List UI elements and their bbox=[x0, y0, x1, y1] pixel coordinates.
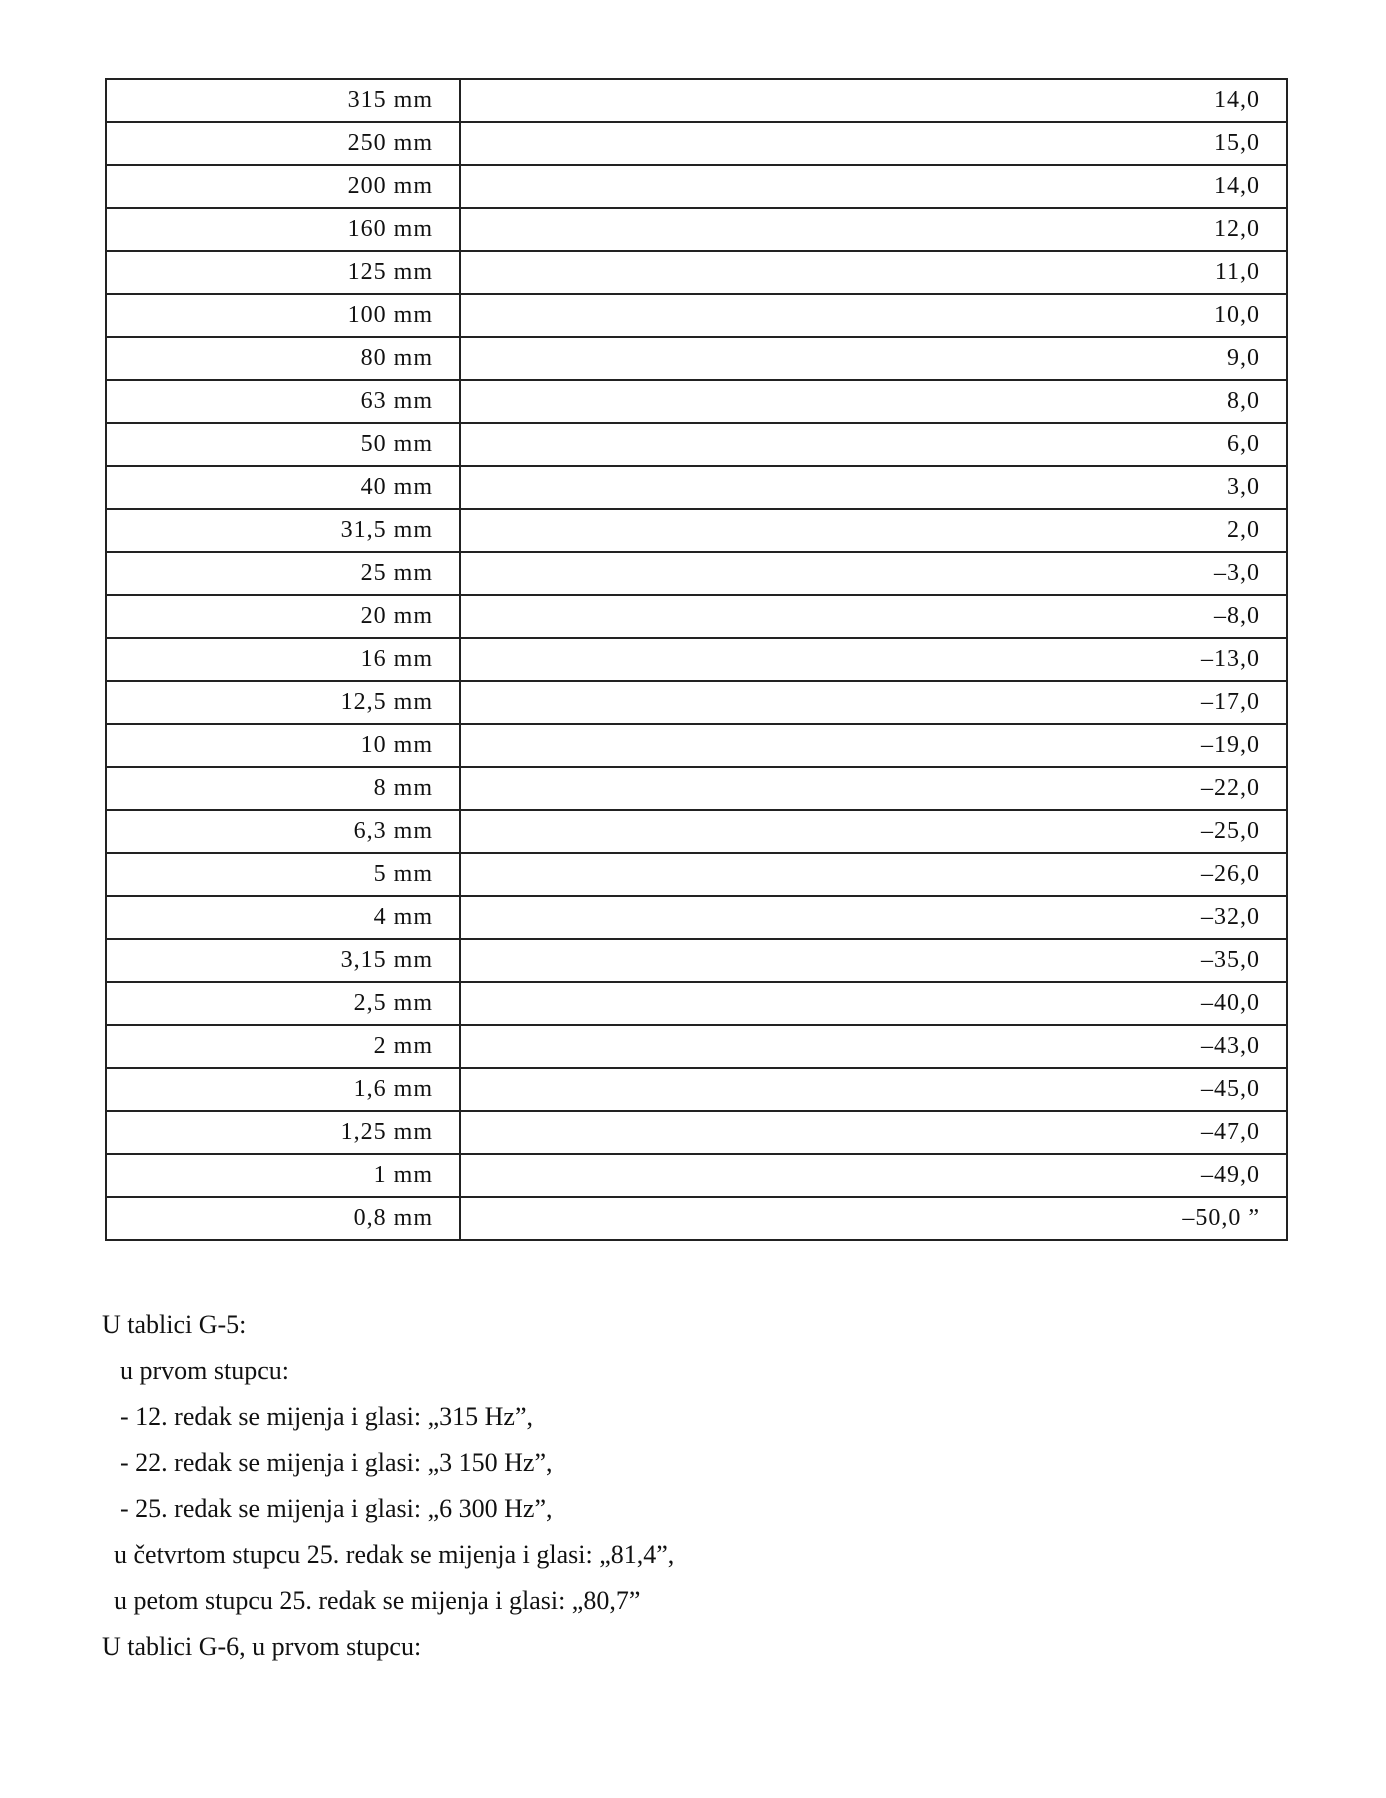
value-cell: –13,0 bbox=[460, 638, 1287, 681]
text-line: - 12. redak se mijenja i glasi: „315 Hz”, bbox=[120, 1402, 533, 1431]
value-cell: 11,0 bbox=[460, 251, 1287, 294]
table-row bbox=[106, 294, 1287, 337]
value-cell: –32,0 bbox=[460, 896, 1287, 939]
value-cell: 8,0 bbox=[460, 380, 1287, 423]
value-cell: –8,0 bbox=[460, 595, 1287, 638]
size-cell: 160 mm bbox=[106, 208, 460, 251]
text-line: U tablici G-6, u prvom stupcu: bbox=[102, 1632, 422, 1661]
value-cell: –22,0 bbox=[460, 767, 1287, 810]
table-row bbox=[106, 896, 1287, 939]
size-cell: 25 mm bbox=[106, 552, 460, 595]
value-cell: –25,0 bbox=[460, 810, 1287, 853]
value-cell: 15,0 bbox=[460, 122, 1287, 165]
value-cell: 12,0 bbox=[460, 208, 1287, 251]
value-cell: –35,0 bbox=[460, 939, 1287, 982]
table-row bbox=[106, 380, 1287, 423]
table-row bbox=[106, 853, 1287, 896]
size-cell: 16 mm bbox=[106, 638, 460, 681]
value-cell: –43,0 bbox=[460, 1025, 1287, 1068]
table-row bbox=[106, 681, 1287, 724]
value-cell: –40,0 bbox=[460, 982, 1287, 1025]
value-cell: 2,0 bbox=[460, 509, 1287, 552]
table-row bbox=[106, 595, 1287, 638]
value-cell: –19,0 bbox=[460, 724, 1287, 767]
size-cell: 125 mm bbox=[106, 251, 460, 294]
table-row bbox=[106, 767, 1287, 810]
size-cell: 40 mm bbox=[106, 466, 460, 509]
value-cell: –45,0 bbox=[460, 1068, 1287, 1111]
table-row bbox=[106, 552, 1287, 595]
value-cell: 14,0 bbox=[460, 165, 1287, 208]
value-cell: –17,0 bbox=[460, 681, 1287, 724]
value-cell: –50,0 ” bbox=[460, 1197, 1287, 1240]
value-cell: 9,0 bbox=[460, 337, 1287, 380]
table-row bbox=[106, 1111, 1287, 1154]
size-cell: 63 mm bbox=[106, 380, 460, 423]
text-line: u prvom stupcu: bbox=[120, 1356, 289, 1385]
size-cell: 10 mm bbox=[106, 724, 460, 767]
size-cell: 200 mm bbox=[106, 165, 460, 208]
size-cell: 2 mm bbox=[106, 1025, 460, 1068]
table-row bbox=[106, 1197, 1287, 1240]
size-cell: 5 mm bbox=[106, 853, 460, 896]
size-cell: 1,6 mm bbox=[106, 1068, 460, 1111]
table-row bbox=[106, 208, 1287, 251]
value-cell: –26,0 bbox=[460, 853, 1287, 896]
size-cell: 50 mm bbox=[106, 423, 460, 466]
size-cell: 1 mm bbox=[106, 1154, 460, 1197]
size-cell: 100 mm bbox=[106, 294, 460, 337]
text-line: u petom stupcu 25. redak se mijenja i glasi: „80,7” bbox=[114, 1586, 641, 1615]
size-cell: 2,5 mm bbox=[106, 982, 460, 1025]
size-cell: 12,5 mm bbox=[106, 681, 460, 724]
amendment-text bbox=[102, 1302, 674, 1670]
value-cell: –47,0 bbox=[460, 1111, 1287, 1154]
table-row bbox=[106, 1154, 1287, 1197]
value-cell: 14,0 bbox=[460, 79, 1287, 122]
table-row bbox=[106, 939, 1287, 982]
table-row bbox=[106, 638, 1287, 681]
size-cell: 20 mm bbox=[106, 595, 460, 638]
values-table bbox=[105, 78, 1288, 1241]
size-cell: 3,15 mm bbox=[106, 939, 460, 982]
value-cell: 10,0 bbox=[460, 294, 1287, 337]
table-row bbox=[106, 982, 1287, 1025]
value-cell: 6,0 bbox=[460, 423, 1287, 466]
value-cell: 3,0 bbox=[460, 466, 1287, 509]
table-row bbox=[106, 79, 1287, 122]
size-cell: 4 mm bbox=[106, 896, 460, 939]
value-cell: –3,0 bbox=[460, 552, 1287, 595]
size-cell: 8 mm bbox=[106, 767, 460, 810]
size-cell: 315 mm bbox=[106, 79, 460, 122]
table-row bbox=[106, 810, 1287, 853]
text-line: - 22. redak se mijenja i glasi: „3 150 Hz”, bbox=[120, 1448, 553, 1477]
size-cell: 1,25 mm bbox=[106, 1111, 460, 1154]
table-row bbox=[106, 466, 1287, 509]
size-cell: 31,5 mm bbox=[106, 509, 460, 552]
text-line: U tablici G-5: bbox=[102, 1310, 247, 1339]
table-row bbox=[106, 337, 1287, 380]
size-cell: 250 mm bbox=[106, 122, 460, 165]
size-cell: 80 mm bbox=[106, 337, 460, 380]
table-row bbox=[106, 122, 1287, 165]
size-cell: 6,3 mm bbox=[106, 810, 460, 853]
table-row bbox=[106, 1068, 1287, 1111]
value-cell: –49,0 bbox=[460, 1154, 1287, 1197]
table-row bbox=[106, 165, 1287, 208]
text-line: u četvrtom stupcu 25. redak se mijenja i glasi: „81,4”, bbox=[114, 1540, 675, 1569]
table-row bbox=[106, 724, 1287, 767]
text-line: - 25. redak se mijenja i glasi: „6 300 Hz”, bbox=[120, 1494, 553, 1523]
table-row bbox=[106, 509, 1287, 552]
table-row bbox=[106, 1025, 1287, 1068]
size-cell: 0,8 mm bbox=[106, 1197, 460, 1240]
table-row bbox=[106, 251, 1287, 294]
table-row bbox=[106, 423, 1287, 466]
